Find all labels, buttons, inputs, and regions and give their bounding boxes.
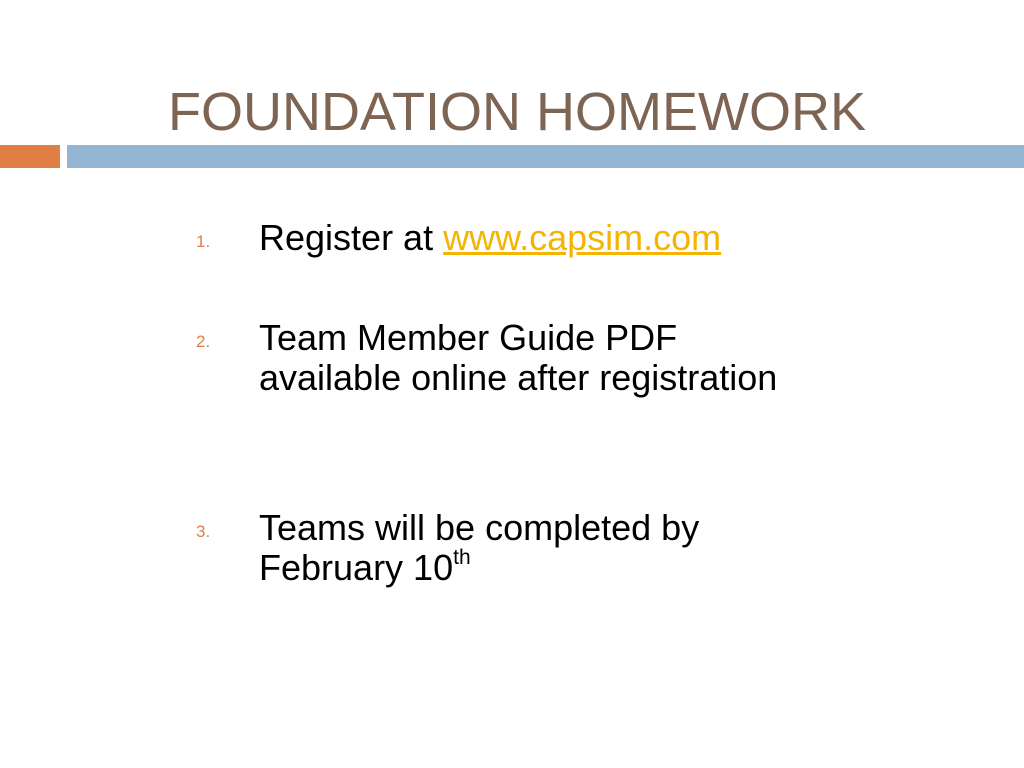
slide-title: FOUNDATION HOMEWORK xyxy=(168,82,866,142)
list-number: 1. xyxy=(196,232,211,251)
list-number: 3. xyxy=(196,522,211,541)
teams-text: Teams will be completed by February 10 xyxy=(259,507,700,588)
register-label: Register at xyxy=(259,217,444,258)
capsim-link[interactable]: www.capsim.com xyxy=(443,217,722,258)
accent-bar-orange xyxy=(0,145,60,168)
list-number: 2. xyxy=(196,332,211,351)
list-item-text: Team Member Guide PDF available online after registration xyxy=(259,317,778,398)
list-item-text xyxy=(259,508,819,588)
accent-bar-blue xyxy=(67,145,1024,168)
list-item-text xyxy=(259,218,819,258)
ordinal-suffix: th xyxy=(453,546,471,569)
